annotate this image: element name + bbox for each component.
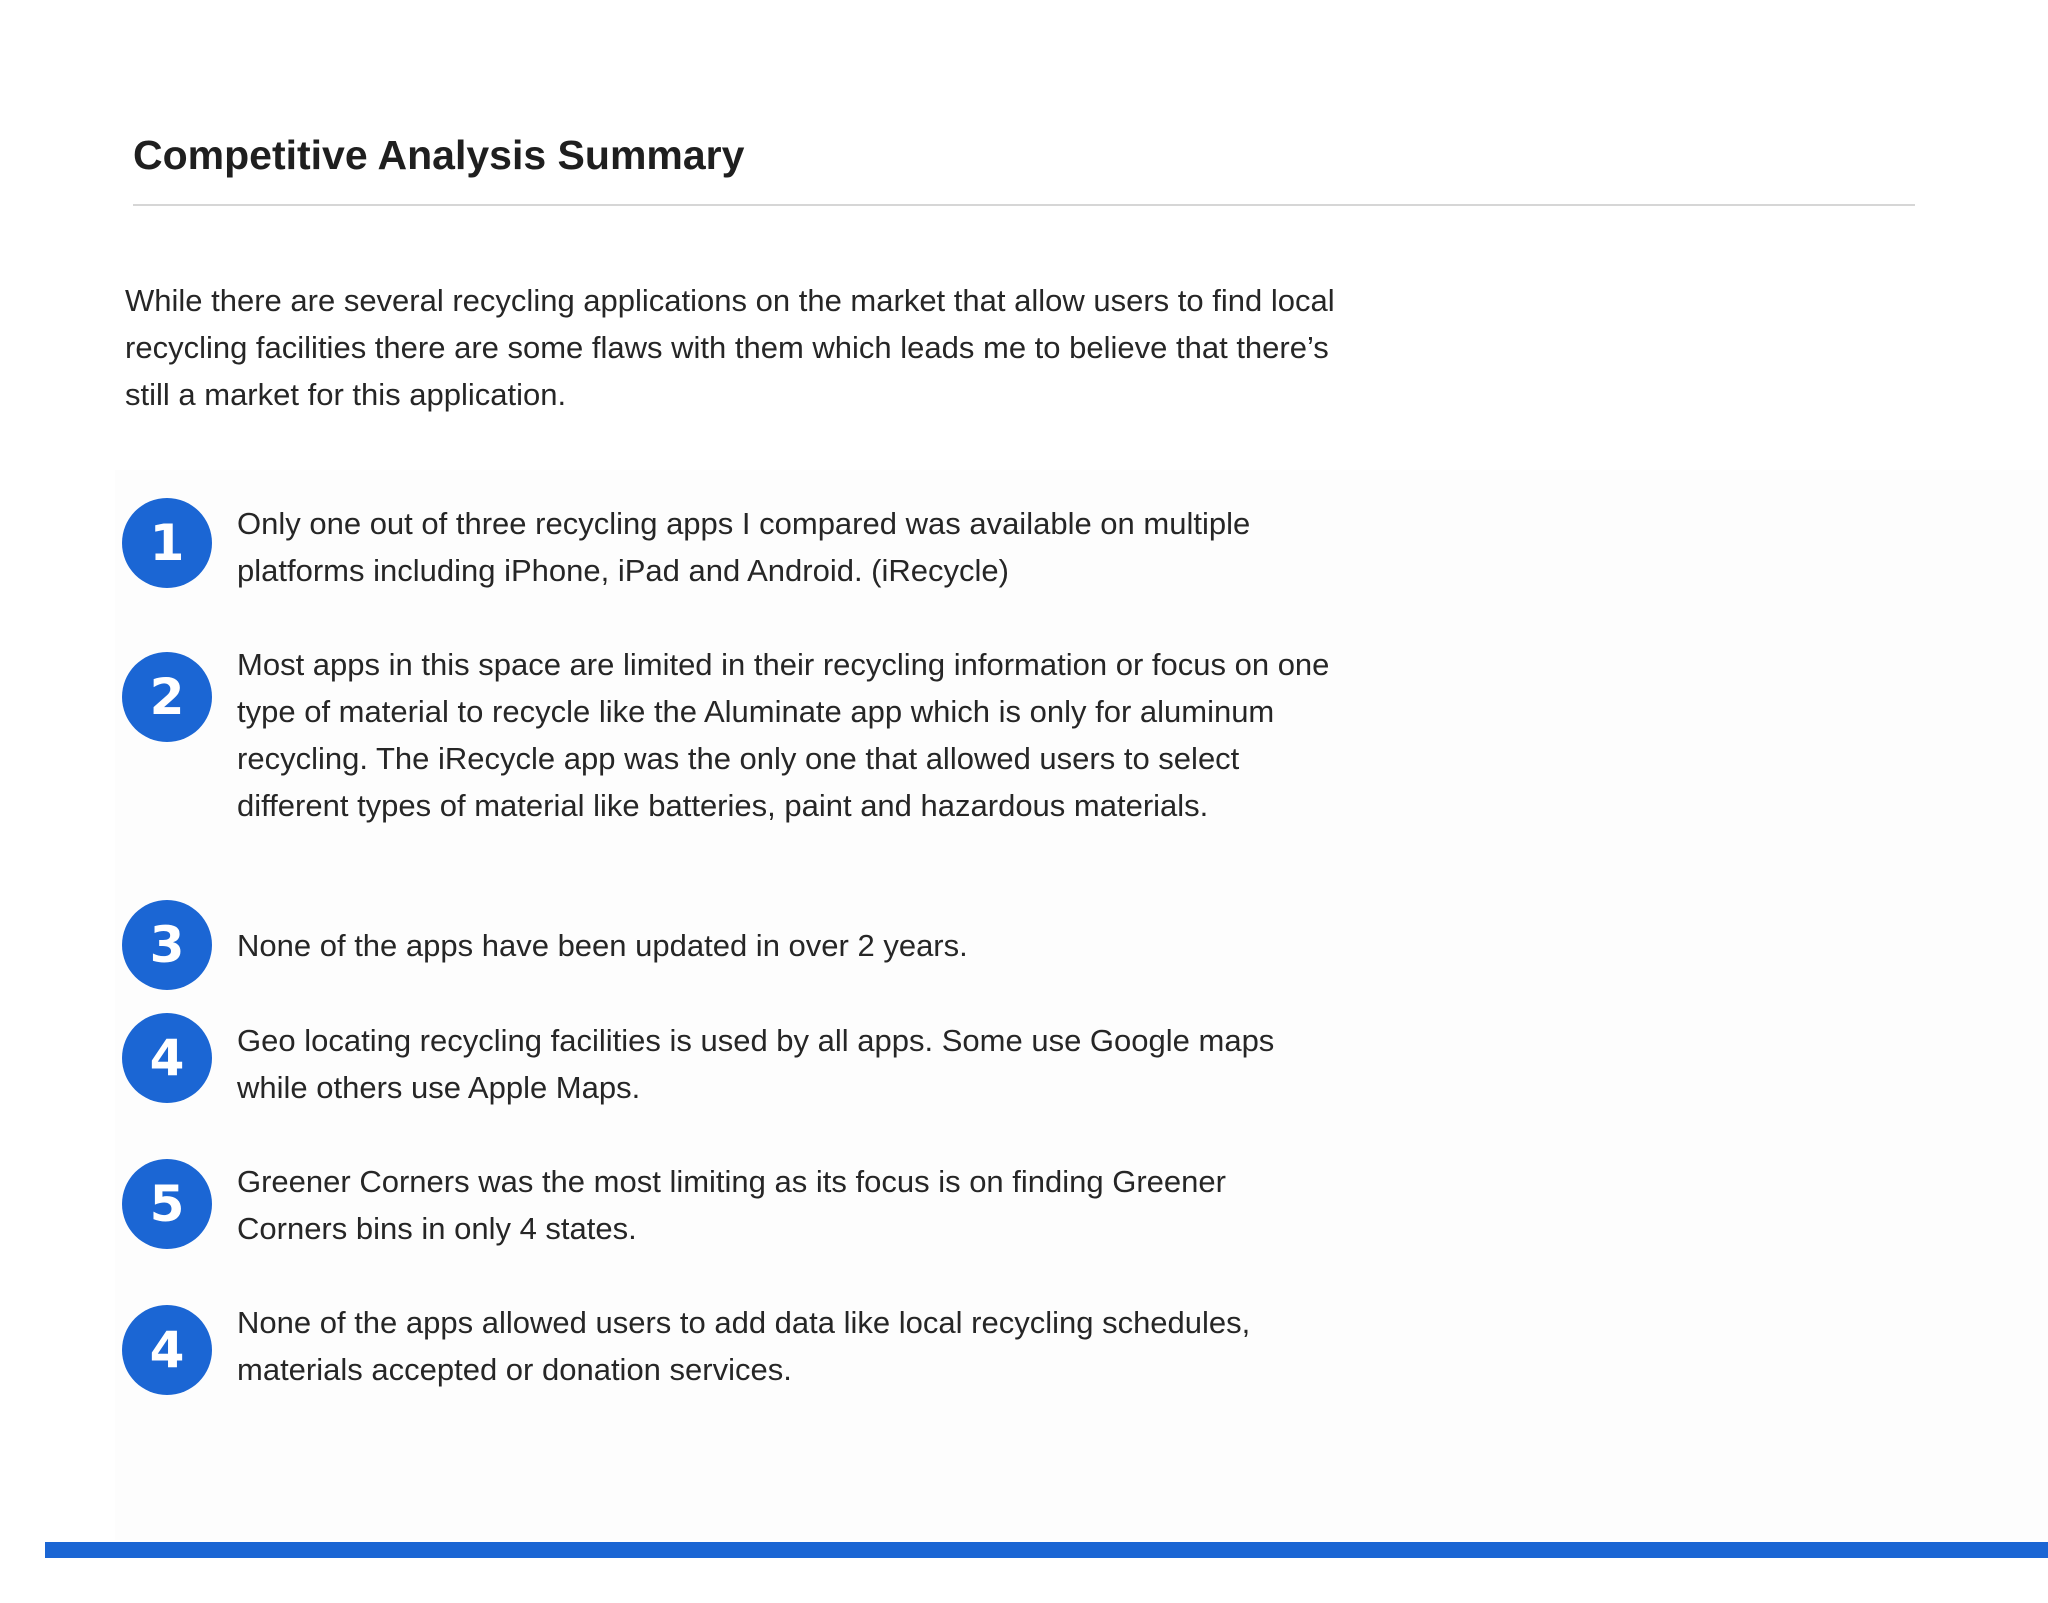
number-badge-2: 2 xyxy=(122,652,212,742)
number-badge-6: 4 xyxy=(122,1305,212,1395)
finding-text-1: Only one out of three recycling apps I compared was available on multiple platforms including iPhone, iPad and Android. (iRecycle) xyxy=(237,506,1251,588)
finding-text-6: None of the apps allowed users to add data like local recycling schedules, materials accepted or donation services. xyxy=(237,1305,1251,1387)
number-badge-5: 5 xyxy=(122,1159,212,1249)
number-badge-4: 4 xyxy=(122,1013,212,1103)
finding-text-5: Greener Corners was the most limiting as its focus is on finding Greener Corners bins in only 4 states. xyxy=(237,1164,1226,1246)
intro-paragraph: While there are several recycling applications on the market that allow users to find local recycling facilities there are some flaws with them which leads me to believe that there’s still a market for this application. xyxy=(125,283,1335,412)
number-badge-3: 3 xyxy=(122,900,212,990)
finding-text-3: None of the apps have been updated in over 2 years. xyxy=(237,928,968,963)
finding-text-4: Geo locating recycling facilities is used by all apps. Some use Google maps while others use Apple Maps. xyxy=(237,1023,1275,1105)
title-divider xyxy=(133,204,1915,206)
number-badge-1: 1 xyxy=(122,498,212,588)
finding-text-2: Most apps in this space are limited in their recycling information or focus on one type of material to recycle like the Aluminate app which is only for aluminum recycling. The iRecycle app was the only one that allowed users to select different types of material like batteries, paint and hazardous materials. xyxy=(237,647,1330,823)
footer-accent-bar xyxy=(45,1542,2048,1558)
page-title: Competitive Analysis Summary xyxy=(133,132,745,178)
